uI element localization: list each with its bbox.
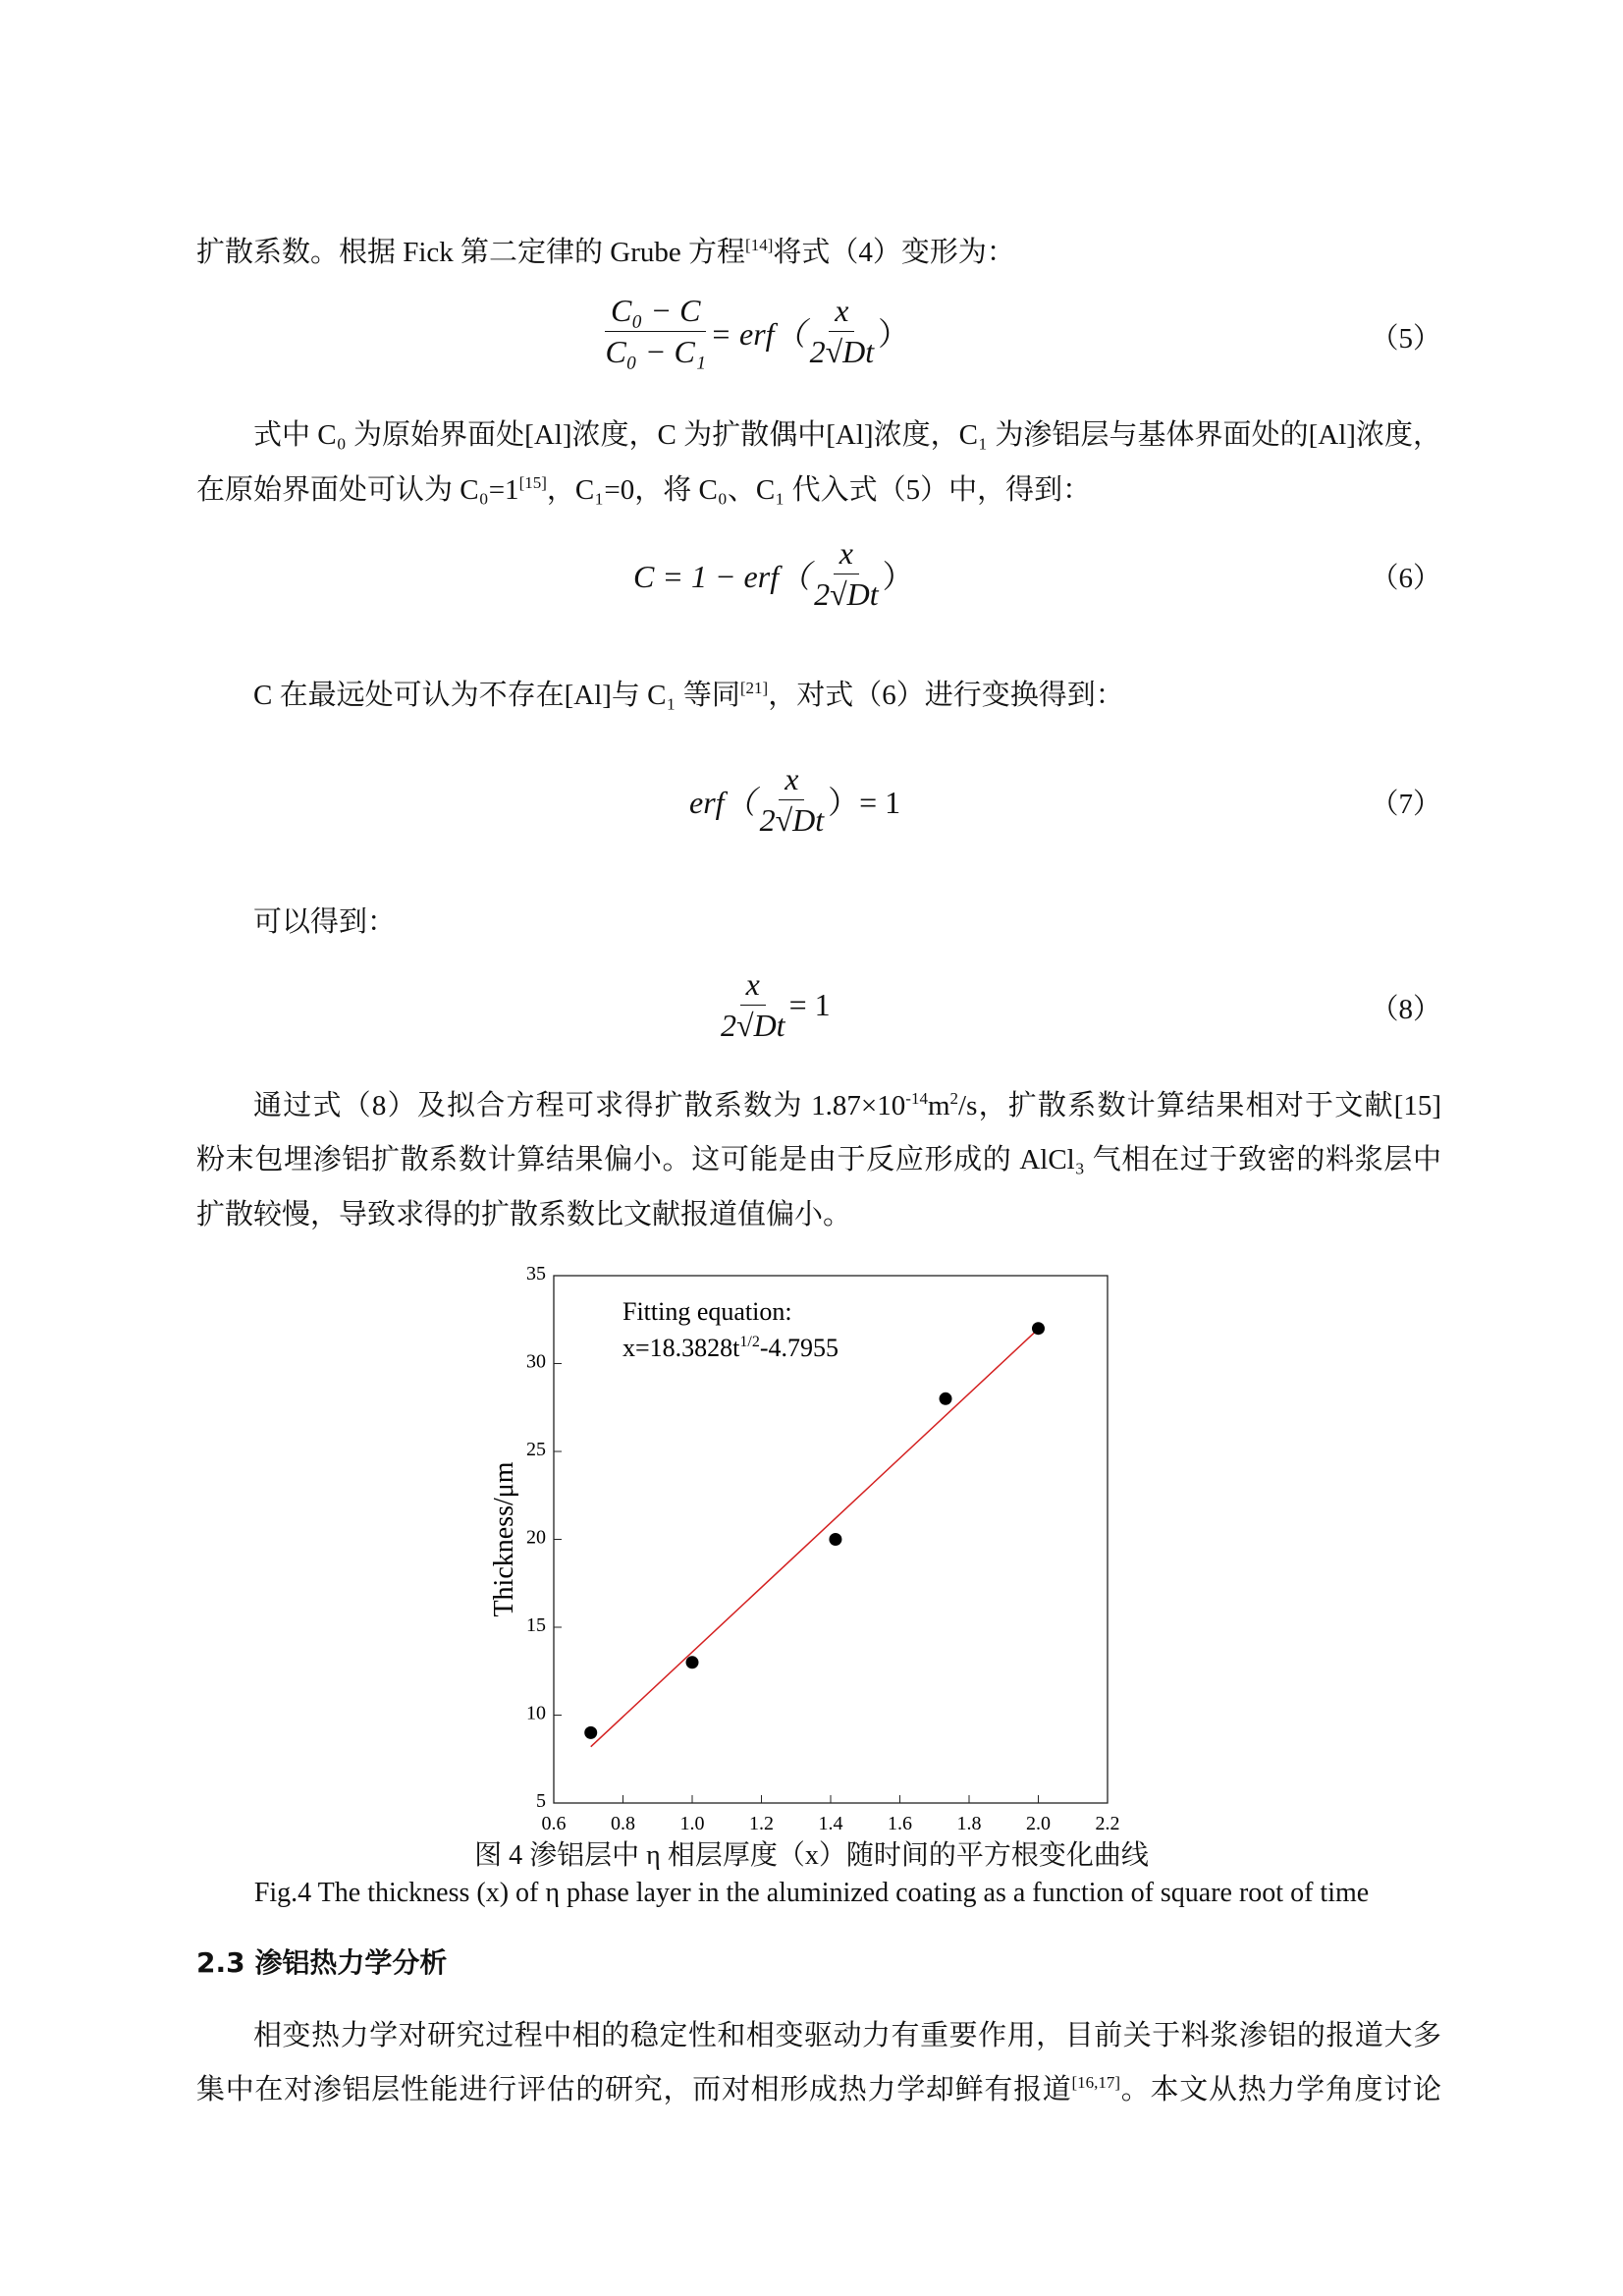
numerator: x bbox=[829, 293, 854, 332]
text: 扩散系数。根据 Fick 第二定律的 Grube 方程 bbox=[196, 237, 746, 268]
erf: = erf（ bbox=[710, 315, 806, 352]
paragraph-line bbox=[253, 678, 1441, 713]
annotation-line-2: $x=18.3828t^{1/2}-4.7955$ bbox=[622, 1334, 839, 1362]
rhs: = 1 bbox=[788, 987, 831, 1022]
y-tick-label: 30 bbox=[526, 1350, 546, 1373]
x-tick-label: 1.6 bbox=[888, 1813, 912, 1834]
text: /s，扩散系数计算结果相对于文献[15] bbox=[958, 1090, 1441, 1121]
text: m bbox=[927, 1090, 950, 1121]
equation-number: （7） bbox=[1370, 789, 1441, 820]
y-tick-label: 25 bbox=[526, 1439, 546, 1460]
numerator: C₀ − C bbox=[605, 293, 706, 332]
thickness-chart bbox=[471, 1257, 1139, 1836]
fit-line bbox=[591, 1329, 1039, 1746]
paragraph-line: 粉末包埋渗铝扩散系数计算结果偏小。这可能是由于反应形成的 AlCl₃ 气相在过于致密的料浆层中 bbox=[196, 1144, 1441, 1175]
lhs: erf（ bbox=[689, 784, 756, 820]
annotation-line-1: Fitting equation: bbox=[622, 1297, 792, 1326]
x-tick-label: 2.0 bbox=[1026, 1813, 1051, 1834]
text: ，C₁=0，将 C₀、C₁ 代入式（5）中，得到： bbox=[546, 474, 1092, 506]
y-tick-label: 5 bbox=[536, 1790, 546, 1812]
data-point bbox=[686, 1656, 699, 1668]
section-heading: 2.3 渗铝热力学分析 bbox=[196, 1946, 448, 1979]
paren: ） bbox=[878, 315, 910, 352]
equation-7 bbox=[689, 761, 900, 839]
denominator: 2√Dt bbox=[814, 576, 879, 612]
y-tick-label: 35 bbox=[526, 1263, 546, 1285]
data-point bbox=[584, 1726, 597, 1739]
y-tick-label: 15 bbox=[526, 1614, 546, 1636]
text: 在原始界面处可认为 C₀=1 bbox=[196, 474, 519, 506]
denominator: C₀ − C₁ bbox=[605, 334, 706, 369]
paragraph-line bbox=[253, 1088, 1441, 1123]
data-point bbox=[829, 1533, 841, 1546]
exponent: -14 bbox=[905, 1089, 928, 1108]
x-tick-label: 0.6 bbox=[541, 1813, 567, 1834]
paragraph-line: 相变热力学对研究过程中相的稳定性和相变驱动力有重要作用，目前关于料浆渗铝的报道大多 bbox=[253, 2020, 1441, 2051]
data-point bbox=[1032, 1322, 1045, 1335]
lhs: C = 1 − erf（ bbox=[633, 558, 811, 594]
y-tick-label: 20 bbox=[526, 1526, 546, 1549]
citation: [21] bbox=[739, 679, 769, 697]
x-tick-label: 2.2 bbox=[1095, 1813, 1120, 1834]
figure-caption-cn: 图 4 渗铝层中 η 相层厚度（x）随时间的平方根变化曲线 bbox=[474, 1840, 1149, 1871]
x-tick-label: 1.0 bbox=[679, 1813, 705, 1834]
x-tick-label: 1.2 bbox=[749, 1813, 774, 1834]
x-tick-label: 1.8 bbox=[956, 1813, 982, 1834]
denominator: 2√Dt bbox=[759, 802, 825, 838]
x-tick-label: 0.8 bbox=[611, 1813, 635, 1834]
text: 通过式（8）及拟合方程可求得扩散系数为 1.87×10 bbox=[253, 1090, 906, 1121]
equation-number: （6） bbox=[1370, 563, 1441, 594]
denominator: 2√Dt bbox=[809, 334, 875, 369]
citation: [15] bbox=[518, 473, 547, 492]
citation: [16,17] bbox=[1071, 2073, 1121, 2092]
text: 集中在对渗铝层性能进行评估的研究，而对相形成热力学却鲜有报道 bbox=[196, 2074, 1072, 2105]
text: 将式（4）变形为： bbox=[773, 237, 1015, 268]
paragraph-line bbox=[196, 2072, 1441, 2107]
data-point bbox=[940, 1393, 952, 1405]
text: ，对式（6）进行变换得到： bbox=[768, 680, 1124, 711]
paragraph-line bbox=[196, 472, 1441, 508]
figure-caption-en: Fig.4 The thickness (x) of η phase layer in the aluminized coating as a function of square root of time bbox=[253, 1878, 1370, 1908]
equation-5 bbox=[601, 293, 909, 370]
x-tick-label: 1.4 bbox=[818, 1813, 843, 1834]
rhs: ）= 1 bbox=[828, 784, 901, 820]
numerator: x bbox=[740, 966, 766, 1006]
text: C 在最远处可认为不存在[Al]与 C₁ 等同 bbox=[253, 680, 740, 711]
citation: [14] bbox=[745, 236, 774, 254]
equation-6 bbox=[633, 535, 914, 613]
denominator: 2√Dt bbox=[721, 1008, 785, 1043]
paragraph-line: 可以得到： bbox=[253, 906, 397, 938]
exponent: 2 bbox=[949, 1089, 959, 1108]
paragraph-line: 扩散较慢，导致求得的扩散系数比文献报道值偏小。 bbox=[196, 1199, 852, 1230]
equation-8 bbox=[717, 966, 831, 1044]
equation-number: （8） bbox=[1370, 994, 1441, 1025]
equation-number: （5） bbox=[1370, 323, 1441, 355]
paragraph-intro bbox=[196, 235, 1441, 270]
y-tick-label: 10 bbox=[526, 1702, 546, 1724]
numerator: x bbox=[779, 761, 804, 800]
paragraph-line: 式中 C₀ 为原始界面处[Al]浓度，C 为扩散偶中[Al]浓度，C₁ 为渗铝层与基体界面处的[Al]浓度， bbox=[253, 419, 1441, 451]
numerator: x bbox=[834, 535, 859, 574]
y-axis-label: Thickness/μm bbox=[489, 1461, 519, 1617]
text: 。本文从热力学角度讨论 bbox=[1120, 2074, 1441, 2105]
paren: ） bbox=[882, 558, 914, 594]
